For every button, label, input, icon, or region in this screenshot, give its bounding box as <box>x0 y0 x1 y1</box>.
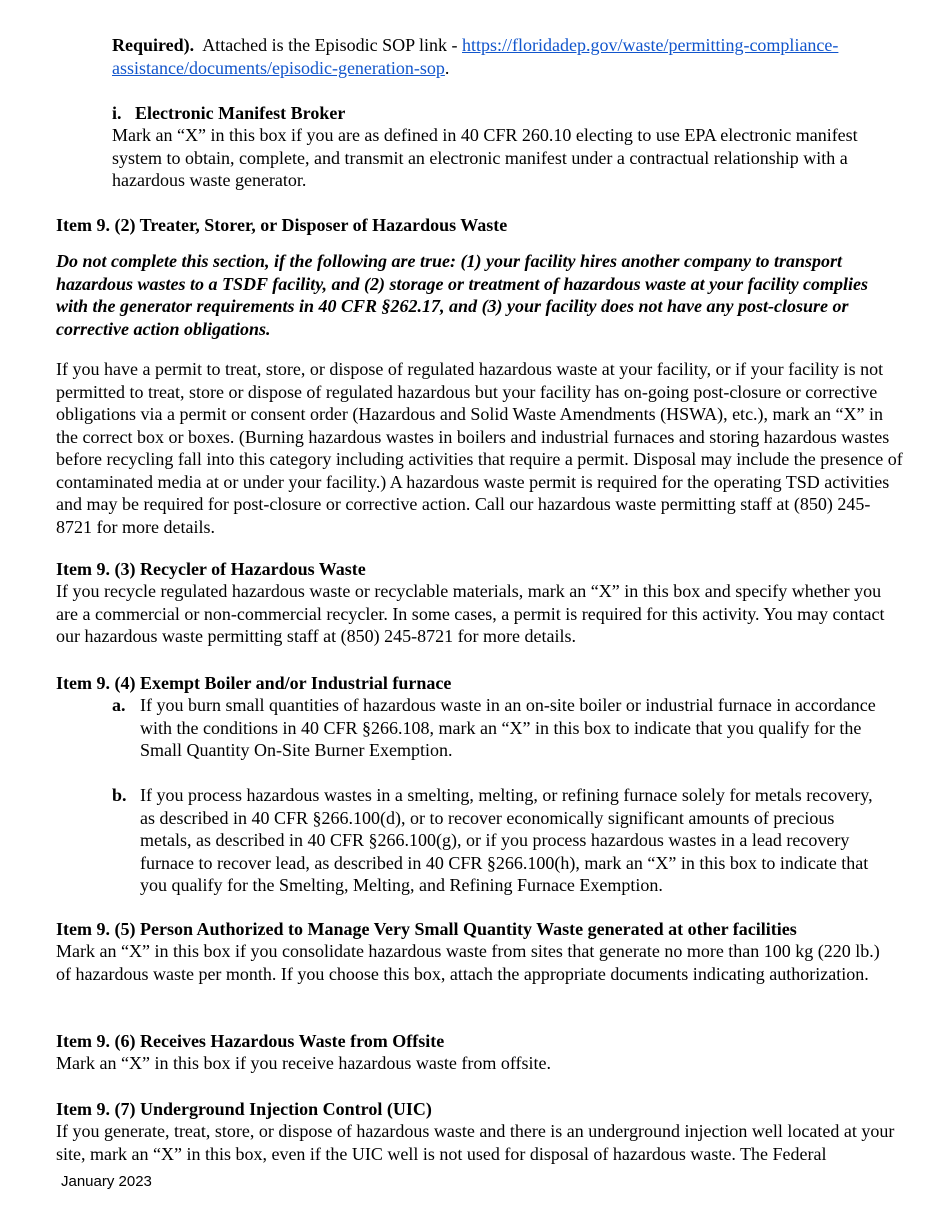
list-item-text: If you burn small quantities of hazardous waste in an on-site boiler or industrial furnace in accordance with the conditions in 40 CFR §266.108, mark an “X” in this box to indicate that you qualify for the Small Quantity On-Site Burner Exemption. <box>140 695 876 760</box>
item9-7-heading: Item 9. (7) Underground Injection Control (UIC) <box>56 1099 432 1119</box>
episodic-sop-link[interactable]: https://floridadep.gov/waste/permitting-compliance- assistance/documents/episodic-generation-sop <box>112 35 839 78</box>
list-marker: b. <box>112 785 127 805</box>
item9-3-heading: Item 9. (3) Recycler of Hazardous Waste <box>56 559 366 579</box>
section-i-heading <box>112 102 345 125</box>
required-label: Required). <box>112 35 195 55</box>
item9-2-warning: Do not complete this section, if the following are true: (1) your facility hires another company to transport hazardous wastes to a TSDF facility, and (2) storage or treatment of hazardous waste at your facility complies with the generator requirements in 40 CFR §262.17, and (3) your facility does not have any post-closure or corrective action obligations. <box>56 251 869 339</box>
item9-5-body: Mark an “X” in this box if you consolidate hazardous waste from sites that generate no more than 100 kg (220 lb.) of hazardous waste per month. If you choose this box, attach the appropriate documents indicating authorization. <box>56 941 880 984</box>
item9-5-heading: Item 9. (5) Person Authorized to Manage Very Small Quantity Waste generated at other facilities <box>56 919 797 939</box>
item9-2-body: If you have a permit to treat, store, or dispose of regulated hazardous waste at your facility, or if your facility is not permitted to treat, store or dispose of regulated hazardous but your facility has on-going post-closure or corrective obligations via a permit or consent order (Hazardous and Solid Waste Amendments (HSWA), etc.), mark an “X” in the correct box or boxes. (Burning hazardous wastes in boilers and industrial furnaces and storing hazardous wastes before recycling fall into this category including activities that require a permit. Disposal may include the presence of contaminated media at or under your facility.) A hazardous waste permit is required for the operating TSD activities and may be required for post-closure or corrective action. Call our hazardous waste permitting staff at (850) 245-8721 for more details. <box>56 359 903 537</box>
item9-6-heading: Item 9. (6) Receives Hazardous Waste from Offsite <box>56 1031 445 1051</box>
footer-date: January 2023 <box>61 1173 152 1190</box>
list-item-text: If you process hazardous wastes in a smelting, melting, or refining furnace solely for metals recovery, as described in 40 CFR §266.100(d), or to recover economically significant amounts of precious metals, as described in 40 CFR §266.100(g), or if you process hazardous wastes in a lead recovery furnace to recover lead, as described in 40 CFR §266.100(h), mark an “X” in this box to indicate that you qualify for the Smelting, Melting, and Refining Furnace Exemption. <box>140 785 873 895</box>
item9-7-body: If you generate, treat, store, or dispose of hazardous waste and there is an underground injection well located at your site, mark an “X” in this box, even if the UIC well is not used for disposal of hazardous waste. The Federal <box>56 1121 895 1164</box>
intro-paragraph: Required). Attached is the Episodic SOP link - https://floridadep.gov/waste/permitting-compliance- assistance/documents/episodic-generation-sop. <box>112 35 839 78</box>
section-i-title: Electronic Manifest Broker <box>135 103 346 123</box>
section-i-body: Mark an “X” in this box if you are as defined in 40 CFR 260.10 electing to use EPA electronic manifest system to obtain, complete, and transmit an electronic manifest under a contractual relationship with a hazardous waste generator. <box>112 125 858 190</box>
intro-text: Attached is the Episodic SOP link - <box>202 35 458 55</box>
list-item-b <box>112 784 882 899</box>
item9-3-body: If you recycle regulated hazardous waste or recyclable materials, mark an “X” in this box and specify whether you are a commercial or non-commercial recycler. In some cases, a permit is required for this activity. You may contact our hazardous waste permitting staff at (850) 245-8721 for more details. <box>56 581 885 646</box>
item9-2-heading: Item 9. (2) Treater, Storer, or Disposer of Hazardous Waste <box>56 215 508 235</box>
list-marker: a. <box>112 695 126 715</box>
list-item-a <box>112 694 882 764</box>
section-i-label: i. <box>112 103 122 123</box>
item9-4-heading: Item 9. (4) Exempt Boiler and/or Industrial furnace <box>56 673 452 693</box>
item9-6-body: Mark an “X” in this box if you receive hazardous waste from offsite. <box>56 1053 552 1073</box>
